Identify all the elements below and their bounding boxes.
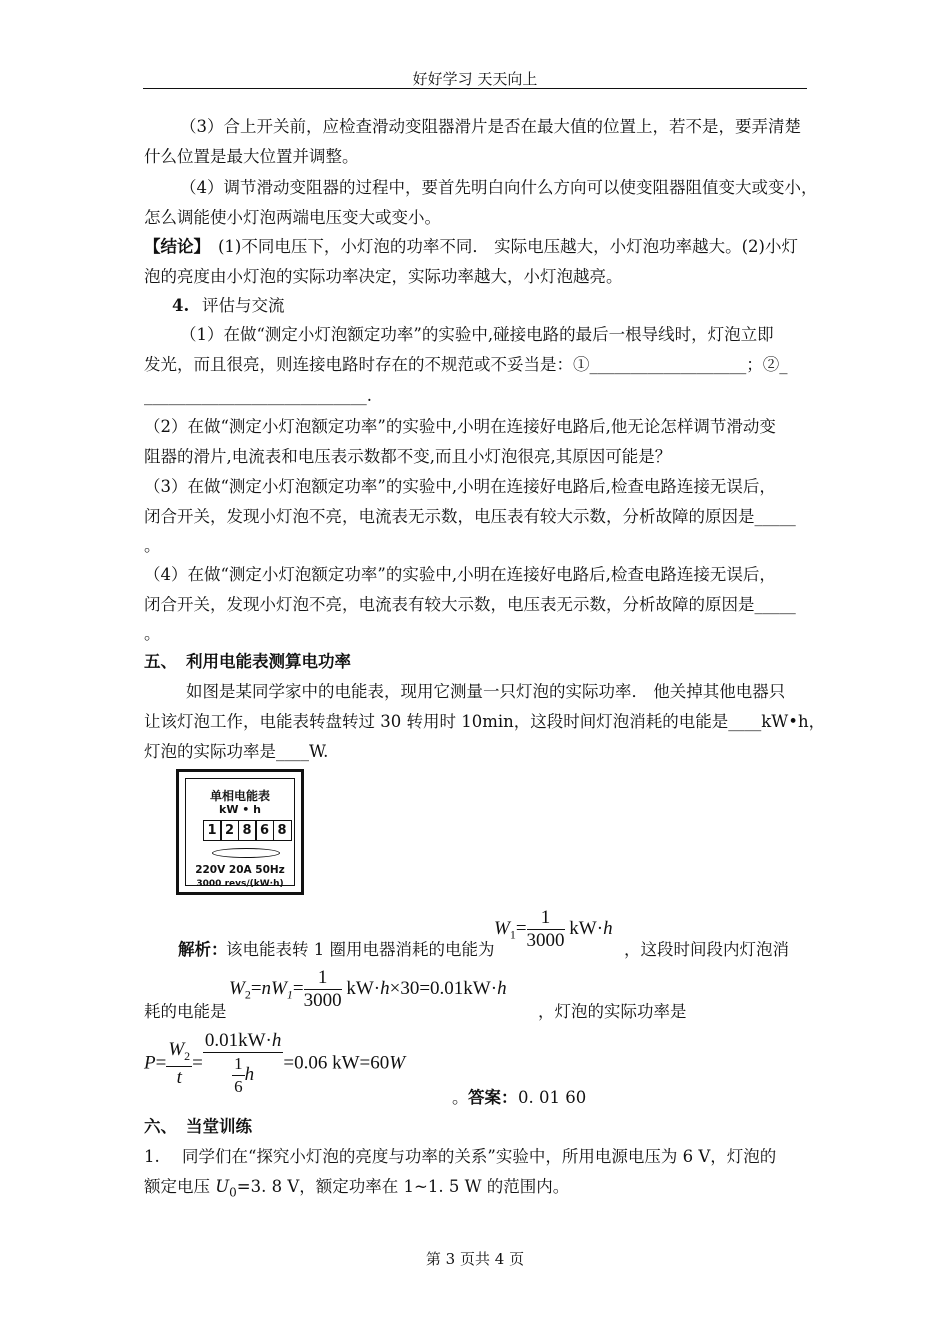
text-segment: 额定电压 [144, 1177, 216, 1196]
formula-power: P= $\frac{W_2}{t}$ = 0.01kW·h $\frac{1}{6}$ h =0.06 kW=60W [144, 1030, 406, 1096]
page-header: 好好学习 天天向上 [412, 70, 538, 88]
text-line: 让该灯泡工作，电能表转盘转过 30 转用时 10min，这段时间灯泡消耗的电能是____kW•h， [144, 712, 826, 731]
text-line: 什么位置是最大位置并调整。 [144, 147, 359, 166]
math-symbol: W [389, 1052, 406, 1074]
text-segment: =3. 8 V，额定功率在 1~1. 5 W 的范围内。 [236, 1177, 570, 1196]
math-symbol: U [215, 1177, 230, 1196]
meter-dial [212, 848, 280, 858]
text-line: ___________________________. [144, 386, 372, 405]
section-6-number: 六、 [144, 1117, 177, 1136]
text-line: 发光，而且很亮，则连接电路时存在的不规范或不妥当是：①___________________；②_ [144, 355, 788, 374]
text-line: 。 [452, 1088, 469, 1107]
math-symbol: h [244, 1063, 255, 1085]
math-unit: kW· [346, 977, 381, 999]
meter-specs: 220V 20A 50Hz [195, 864, 285, 876]
math-subscript: 2 [244, 987, 251, 1002]
page-footer: 第 3 页共 4 页 [425, 1250, 525, 1268]
answer-value: 0. 01 60 [518, 1088, 587, 1107]
fraction-denominator: 6 [234, 1077, 243, 1096]
meter-title: 单相电能表 [209, 789, 270, 803]
text-line: 该电能表转 1 圈用电器消耗的电能为 [226, 940, 495, 959]
formula-w1: $W_1=$ $\frac{1}{3000}$ kW·h [494, 907, 613, 951]
analysis-label: 解析： [178, 940, 228, 959]
fraction [232, 1053, 245, 1098]
fraction-numerator: 1 [304, 967, 342, 990]
text-line: 。 [144, 624, 161, 643]
fraction [527, 907, 565, 952]
math-text: =0.06 kW=60 [283, 1052, 390, 1074]
fraction-numerator [203, 1030, 284, 1053]
math-symbol: h [603, 917, 613, 939]
answer-label: 答案： [468, 1088, 518, 1107]
text-line: 闭合开关，发现小灯泡不亮，电流表有较大示数，电压表无示数，分析故障的原因是_____ [144, 595, 796, 614]
section-5-title: 利用电能表测算电功率 [186, 652, 351, 671]
fraction-numerator: 1 [232, 1053, 245, 1076]
math-symbol: nW [261, 977, 287, 999]
meter-unit: kW • h [219, 803, 261, 816]
fraction-numerator: 1 [527, 907, 565, 930]
text-line: （4）在做“测定小灯泡额定功率”的实验中,小明在连接好电路后,检查电路连接无误后， [144, 565, 776, 584]
text-line: （1）在做“测定小灯泡额定功率”的实验中,碰接电路的最后一根导线时，灯泡立即 [180, 325, 774, 344]
text-line: 泡的亮度由小灯泡的实际功率决定，实际功率越大，小灯泡越亮。 [144, 267, 623, 286]
text-line: 阻器的滑片,电流表和电压表示数都不变,而且小灯泡很亮,其原因可能是？ [144, 447, 672, 466]
math-subscript: 1 [509, 927, 516, 942]
fraction-denominator: 3000 [526, 930, 565, 951]
fraction-numerator [166, 1039, 192, 1068]
fraction-denominator [203, 1053, 284, 1098]
meter-digit: 1 [203, 820, 222, 841]
math-symbol: W [168, 1038, 185, 1060]
math-unit: kW· [569, 917, 604, 939]
formula-w2: $W_2=nW_1=$ $\frac{1}{3000}$ kW·h×30=0.01kW·h [229, 967, 507, 1011]
text-line: 灯泡的实际功率是____W. [144, 742, 329, 761]
energy-meter-figure [176, 769, 304, 895]
math-text: ×30=0.01kW· [389, 977, 498, 999]
text-line: （2）在做“测定小灯泡额定功率”的实验中,小明在连接好电路后,他无论怎样调节滑动变 [144, 417, 776, 436]
math-subscript: 1 [286, 987, 293, 1002]
meter-digit: 8 [238, 820, 257, 841]
question-number: 1. [144, 1147, 160, 1166]
section-4-number: 4. [172, 296, 190, 315]
text-line: （3）合上开关前，应检查滑动变阻器滑片是否在最大值的位置上，若不是，要弄清楚 [180, 117, 801, 136]
text-line: ，灯泡的实际功率是 [538, 1002, 687, 1021]
meter-digits [204, 820, 292, 841]
text-line: 同学们在“探究小灯泡的亮度与功率的关系”实验中，所用电源电压为 6 V，灯泡的 [182, 1147, 777, 1166]
text-line: 耗的电能是 [144, 1002, 227, 1021]
math-symbol: h [497, 977, 507, 999]
text-line: ，这段时间段内灯泡消 [624, 940, 789, 959]
section-5-number: 五、 [144, 652, 177, 671]
text-line: 怎么调能使小灯泡两端电压变大或变小。 [144, 208, 441, 227]
text-line: 。 [144, 536, 161, 555]
meter-digit: 8 [273, 820, 292, 841]
math-subscript: 2 [184, 1048, 191, 1063]
math-subscript: 0 [229, 1185, 237, 1200]
text-line [144, 1176, 569, 1203]
meter-digit: 2 [220, 820, 239, 841]
math-symbol: h [271, 1030, 282, 1051]
fraction-denominator: 3000 [303, 990, 342, 1011]
math-symbol: W [229, 977, 245, 999]
section-4-title: 评估与交流 [202, 296, 285, 315]
conclusion-label: 【结论】 [144, 237, 210, 256]
fraction [166, 1039, 192, 1090]
math-symbol: P [144, 1052, 156, 1074]
header-rule [143, 88, 807, 89]
meter-revs: 3000 revs/(kW·h) [196, 879, 284, 889]
math-text: 0.01kW· [204, 1030, 272, 1051]
text-line: （3）在做“测定小灯泡额定功率”的实验中,小明在连接好电路后,检查电路连接无误后， [144, 477, 776, 496]
math-symbol: W [494, 917, 510, 939]
section-6-title: 当堂训练 [186, 1117, 252, 1136]
math-symbol: h [380, 977, 390, 999]
text-line: 如图是某同学家中的电能表，现用它测量一只灯泡的实际功率． 他关掉其他电器只 [186, 682, 786, 701]
fraction [304, 967, 342, 1012]
fraction-denominator: t [176, 1067, 182, 1089]
text-line: 闭合开关，发现小灯泡不亮，电流表无示数，电压表有较大示数，分析故障的原因是_____ [144, 507, 796, 526]
text-line: （4）调节滑动变阻器的过程中，要首先明白向什么方向可以使变阻器阻值变大或变小， [180, 178, 818, 197]
text-line: (1)不同电压下，小灯泡的功率不同． 实际电压越大，小灯泡功率越大。(2)小灯 [218, 237, 798, 256]
fraction [203, 1030, 284, 1098]
meter-digit: 6 [255, 820, 274, 841]
